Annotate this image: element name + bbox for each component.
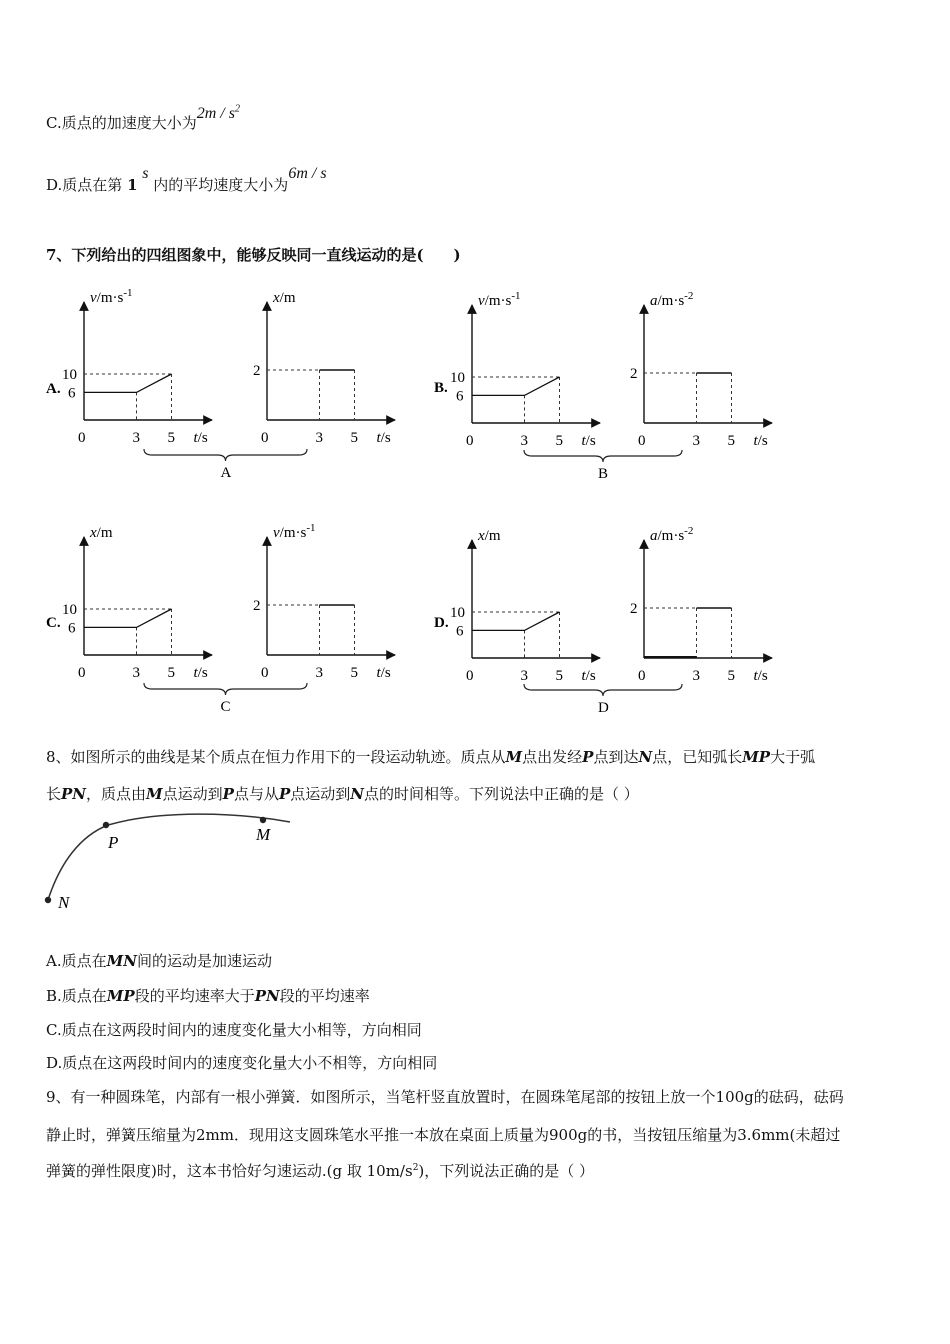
option-text: 质点的加速度大小为 bbox=[61, 114, 197, 132]
group-c-brace bbox=[144, 683, 307, 695]
stem-text: 点与从 bbox=[233, 785, 279, 803]
group-a-left-y-tick-6: 6 bbox=[68, 385, 76, 402]
group-a-right-x-label: t/s bbox=[376, 430, 391, 446]
group-d-right-x-tick-3: 3 bbox=[692, 668, 700, 684]
group-b-left-y-tick-10: 10 bbox=[450, 370, 465, 386]
q6-option-c bbox=[46, 103, 240, 133]
graphs-root bbox=[46, 287, 772, 716]
group-b-right-y-label: $a/m\cdot s^{-2}$ bbox=[650, 290, 694, 309]
group-c-left-x-tick-3: 3 bbox=[132, 665, 140, 681]
group-c-left-y-label: x/m bbox=[90, 525, 113, 541]
q8-stem-line2 bbox=[46, 783, 639, 804]
group-b-left-x-tick-3: 3 bbox=[520, 433, 528, 449]
group-b-brace bbox=[524, 450, 682, 462]
group-a-brace bbox=[144, 449, 307, 461]
group-b-left-x-label: t/s bbox=[581, 433, 596, 449]
group-a-right-x-tick-0: 0 bbox=[261, 430, 269, 446]
group-b-left-series-line bbox=[472, 377, 560, 395]
unit: s bbox=[142, 165, 149, 182]
group-a-left-y-label: $v/m\cdot s^{-1}$ bbox=[90, 287, 133, 306]
group-a-brace-label: A bbox=[220, 465, 232, 481]
stem-text: 点运动到 bbox=[162, 785, 223, 803]
q8-stem-line1 bbox=[46, 746, 815, 767]
stem-text: 点，已知弧长 bbox=[652, 748, 743, 766]
q8-option-c: C.质点在这两段时间内的速度变化量大小相等，方向相同 bbox=[46, 1021, 422, 1039]
group-c-left-x-tick-0: 0 bbox=[78, 665, 86, 681]
group-b-brace-label: B bbox=[598, 466, 609, 482]
group-b-left-y-label: $v/m\cdot s^{-1}$ bbox=[478, 290, 521, 309]
group-c-right-x-label: t/s bbox=[376, 665, 391, 681]
group-a-left-x-tick-3: 3 bbox=[132, 430, 140, 446]
arc-pn: PN bbox=[61, 785, 87, 803]
group-a-right-x-tick-5: 5 bbox=[350, 430, 358, 446]
option-text: 段的平均速率大于 bbox=[134, 987, 255, 1005]
stem-text: 8、如图所示的曲线是某个质点在恒力作用下的一段运动轨迹。质点从 bbox=[46, 748, 506, 766]
group-b-right-x-label: t/s bbox=[753, 433, 768, 449]
group-d-left-x-tick-3: 3 bbox=[520, 668, 528, 684]
group-d-brace bbox=[524, 684, 682, 696]
formula: 6m / s bbox=[288, 165, 327, 182]
group-c-right-y-tick-2: 2 bbox=[253, 598, 261, 614]
stem-text: 点的时间相等。下列说法中正确的是（ ） bbox=[363, 785, 639, 803]
q7-graphs bbox=[0, 270, 950, 740]
group-b-left-y-tick-6: 6 bbox=[456, 388, 464, 405]
q9-text: )，下列说法正确的是（ ） bbox=[418, 1162, 595, 1180]
segment-pn: PN bbox=[254, 987, 280, 1005]
q9-line1: 9、有一种圆珠笔，内部有一根小弹簧．如图所示，当笔杆竖直放置时，在圆珠笔尾部的按钮上放一个100g的砝码，砝码 bbox=[46, 1088, 844, 1106]
stem-text: 大于弧 bbox=[770, 748, 816, 766]
stem-text: ，质点由 bbox=[86, 785, 147, 803]
group-c-left-x-tick-5: 5 bbox=[167, 665, 175, 681]
stem-text: 长 bbox=[46, 785, 62, 803]
group-d-right-x-tick-5: 5 bbox=[727, 668, 735, 684]
group-c-right-x-tick-3: 3 bbox=[315, 665, 323, 681]
option-text: 间的运动是加速运动 bbox=[136, 952, 272, 970]
group-a-right-y-tick-2: 2 bbox=[253, 363, 261, 379]
group-d-left-series-line bbox=[472, 612, 560, 630]
group-b-right-x-tick-0: 0 bbox=[638, 433, 646, 449]
trajectory-curve bbox=[48, 814, 290, 900]
group-d-brace-label: D bbox=[598, 700, 609, 716]
group-a-left-x-label: t/s bbox=[193, 430, 208, 446]
exponent: 2 bbox=[412, 1163, 419, 1173]
option-text: 质点在第 bbox=[62, 176, 123, 194]
group-a-left-x-tick-0: 0 bbox=[78, 430, 86, 446]
group-a-left-y-tick-10: 10 bbox=[62, 367, 77, 383]
q7-stem: 7、下列给出的四组图象中，能够反映同一直线运动的是( ) bbox=[46, 246, 461, 264]
q6-option-d bbox=[46, 165, 327, 195]
point-m: M bbox=[146, 785, 163, 803]
group-b-right-x-tick-5: 5 bbox=[727, 433, 735, 449]
formula bbox=[197, 105, 240, 122]
stem-text: 点出发经 bbox=[522, 748, 583, 766]
point-p-dot bbox=[103, 822, 109, 828]
group-c-option: C. bbox=[46, 615, 61, 631]
point-p: P bbox=[278, 785, 291, 803]
stem-text: 点运动到 bbox=[290, 785, 351, 803]
formula-exponent: 2 bbox=[234, 103, 240, 115]
group-a-option: A. bbox=[46, 381, 61, 397]
group-d-right-x-tick-0: 0 bbox=[638, 668, 646, 684]
group-a-right-x-tick-3: 3 bbox=[315, 430, 323, 446]
group-b-right-x-tick-3: 3 bbox=[692, 433, 700, 449]
point-p: P bbox=[582, 748, 594, 766]
group-d-left-x-tick-0: 0 bbox=[466, 668, 474, 684]
group-a-left-series-line bbox=[84, 374, 172, 392]
group-c-right-x-tick-0: 0 bbox=[261, 665, 269, 681]
group-d-right-x-label: t/s bbox=[753, 668, 768, 684]
segment-mp: MP bbox=[106, 987, 135, 1005]
option-letter: C. bbox=[46, 114, 62, 132]
q8-option-a bbox=[46, 950, 272, 971]
point-n: N bbox=[350, 785, 364, 803]
group-c-right-y-label: $v/m\cdot s^{-1}$ bbox=[273, 522, 316, 541]
group-b-option: B. bbox=[434, 380, 448, 396]
label-n: N bbox=[58, 893, 70, 912]
group-d-left-y-tick-10: 10 bbox=[450, 605, 465, 621]
option-letter: D. bbox=[46, 176, 63, 194]
group-d-option: D. bbox=[434, 615, 449, 631]
option-text: B.质点在 bbox=[46, 987, 107, 1005]
segment-mn: MN bbox=[106, 952, 137, 970]
q8-option-b bbox=[46, 985, 370, 1006]
group-d-left-y-tick-6: 6 bbox=[456, 623, 464, 640]
arc-mp: MP bbox=[742, 748, 771, 766]
q8-option-d: D.质点在这两段时间内的速度变化量大小不相等，方向相同 bbox=[46, 1054, 438, 1072]
group-a-right-y-label: x/m bbox=[273, 290, 296, 306]
group-c-left-x-label: t/s bbox=[193, 665, 208, 681]
group-c-left-series-line bbox=[84, 609, 172, 627]
formula-value: 2m / s bbox=[196, 105, 235, 122]
group-d-left-x-tick-5: 5 bbox=[555, 668, 563, 684]
label-m: M bbox=[256, 825, 271, 844]
q8-trajectory-figure bbox=[40, 808, 310, 918]
group-d-left-x-label: t/s bbox=[581, 668, 596, 684]
stem-text: 点到达 bbox=[593, 748, 639, 766]
point-m-dot bbox=[260, 817, 266, 823]
group-d-right-y-tick-2: 2 bbox=[630, 601, 638, 617]
group-d-left-y-label: x/m bbox=[478, 528, 501, 544]
q9-line3 bbox=[46, 1160, 594, 1181]
option-text: 段的平均速率 bbox=[279, 987, 370, 1005]
group-a-left-x-tick-5: 5 bbox=[167, 430, 175, 446]
group-c-brace-label: C bbox=[220, 699, 231, 715]
group-b-right-y-tick-2: 2 bbox=[630, 366, 638, 382]
q9-text: 弹簧的弹性限度)时，这本书恰好匀速运动.(g 取 10m/s bbox=[46, 1162, 413, 1180]
point-m: M bbox=[505, 748, 523, 766]
group-c-right-x-tick-5: 5 bbox=[350, 665, 358, 681]
point-n: N bbox=[638, 748, 653, 766]
option-number: 1 bbox=[127, 176, 138, 194]
point-n-dot bbox=[45, 897, 51, 903]
point-p: P bbox=[222, 785, 234, 803]
group-b-left-x-tick-0: 0 bbox=[466, 433, 474, 449]
option-text-2: 内的平均速度大小为 bbox=[153, 176, 289, 194]
group-d-right-y-label: $a/m\cdot s^{-2}$ bbox=[650, 525, 694, 544]
option-text: A.质点在 bbox=[46, 952, 107, 970]
group-c-left-y-tick-6: 6 bbox=[68, 620, 76, 637]
group-b-left-x-tick-5: 5 bbox=[555, 433, 563, 449]
group-c-left-y-tick-10: 10 bbox=[62, 602, 77, 618]
q9-line2: 静止时，弹簧压缩量为2mm．现用这支圆珠笔水平推一本放在桌面上质量为900g的书，当按钮压缩量为3.6mm(未超过 bbox=[46, 1126, 841, 1144]
label-p: P bbox=[108, 833, 119, 852]
